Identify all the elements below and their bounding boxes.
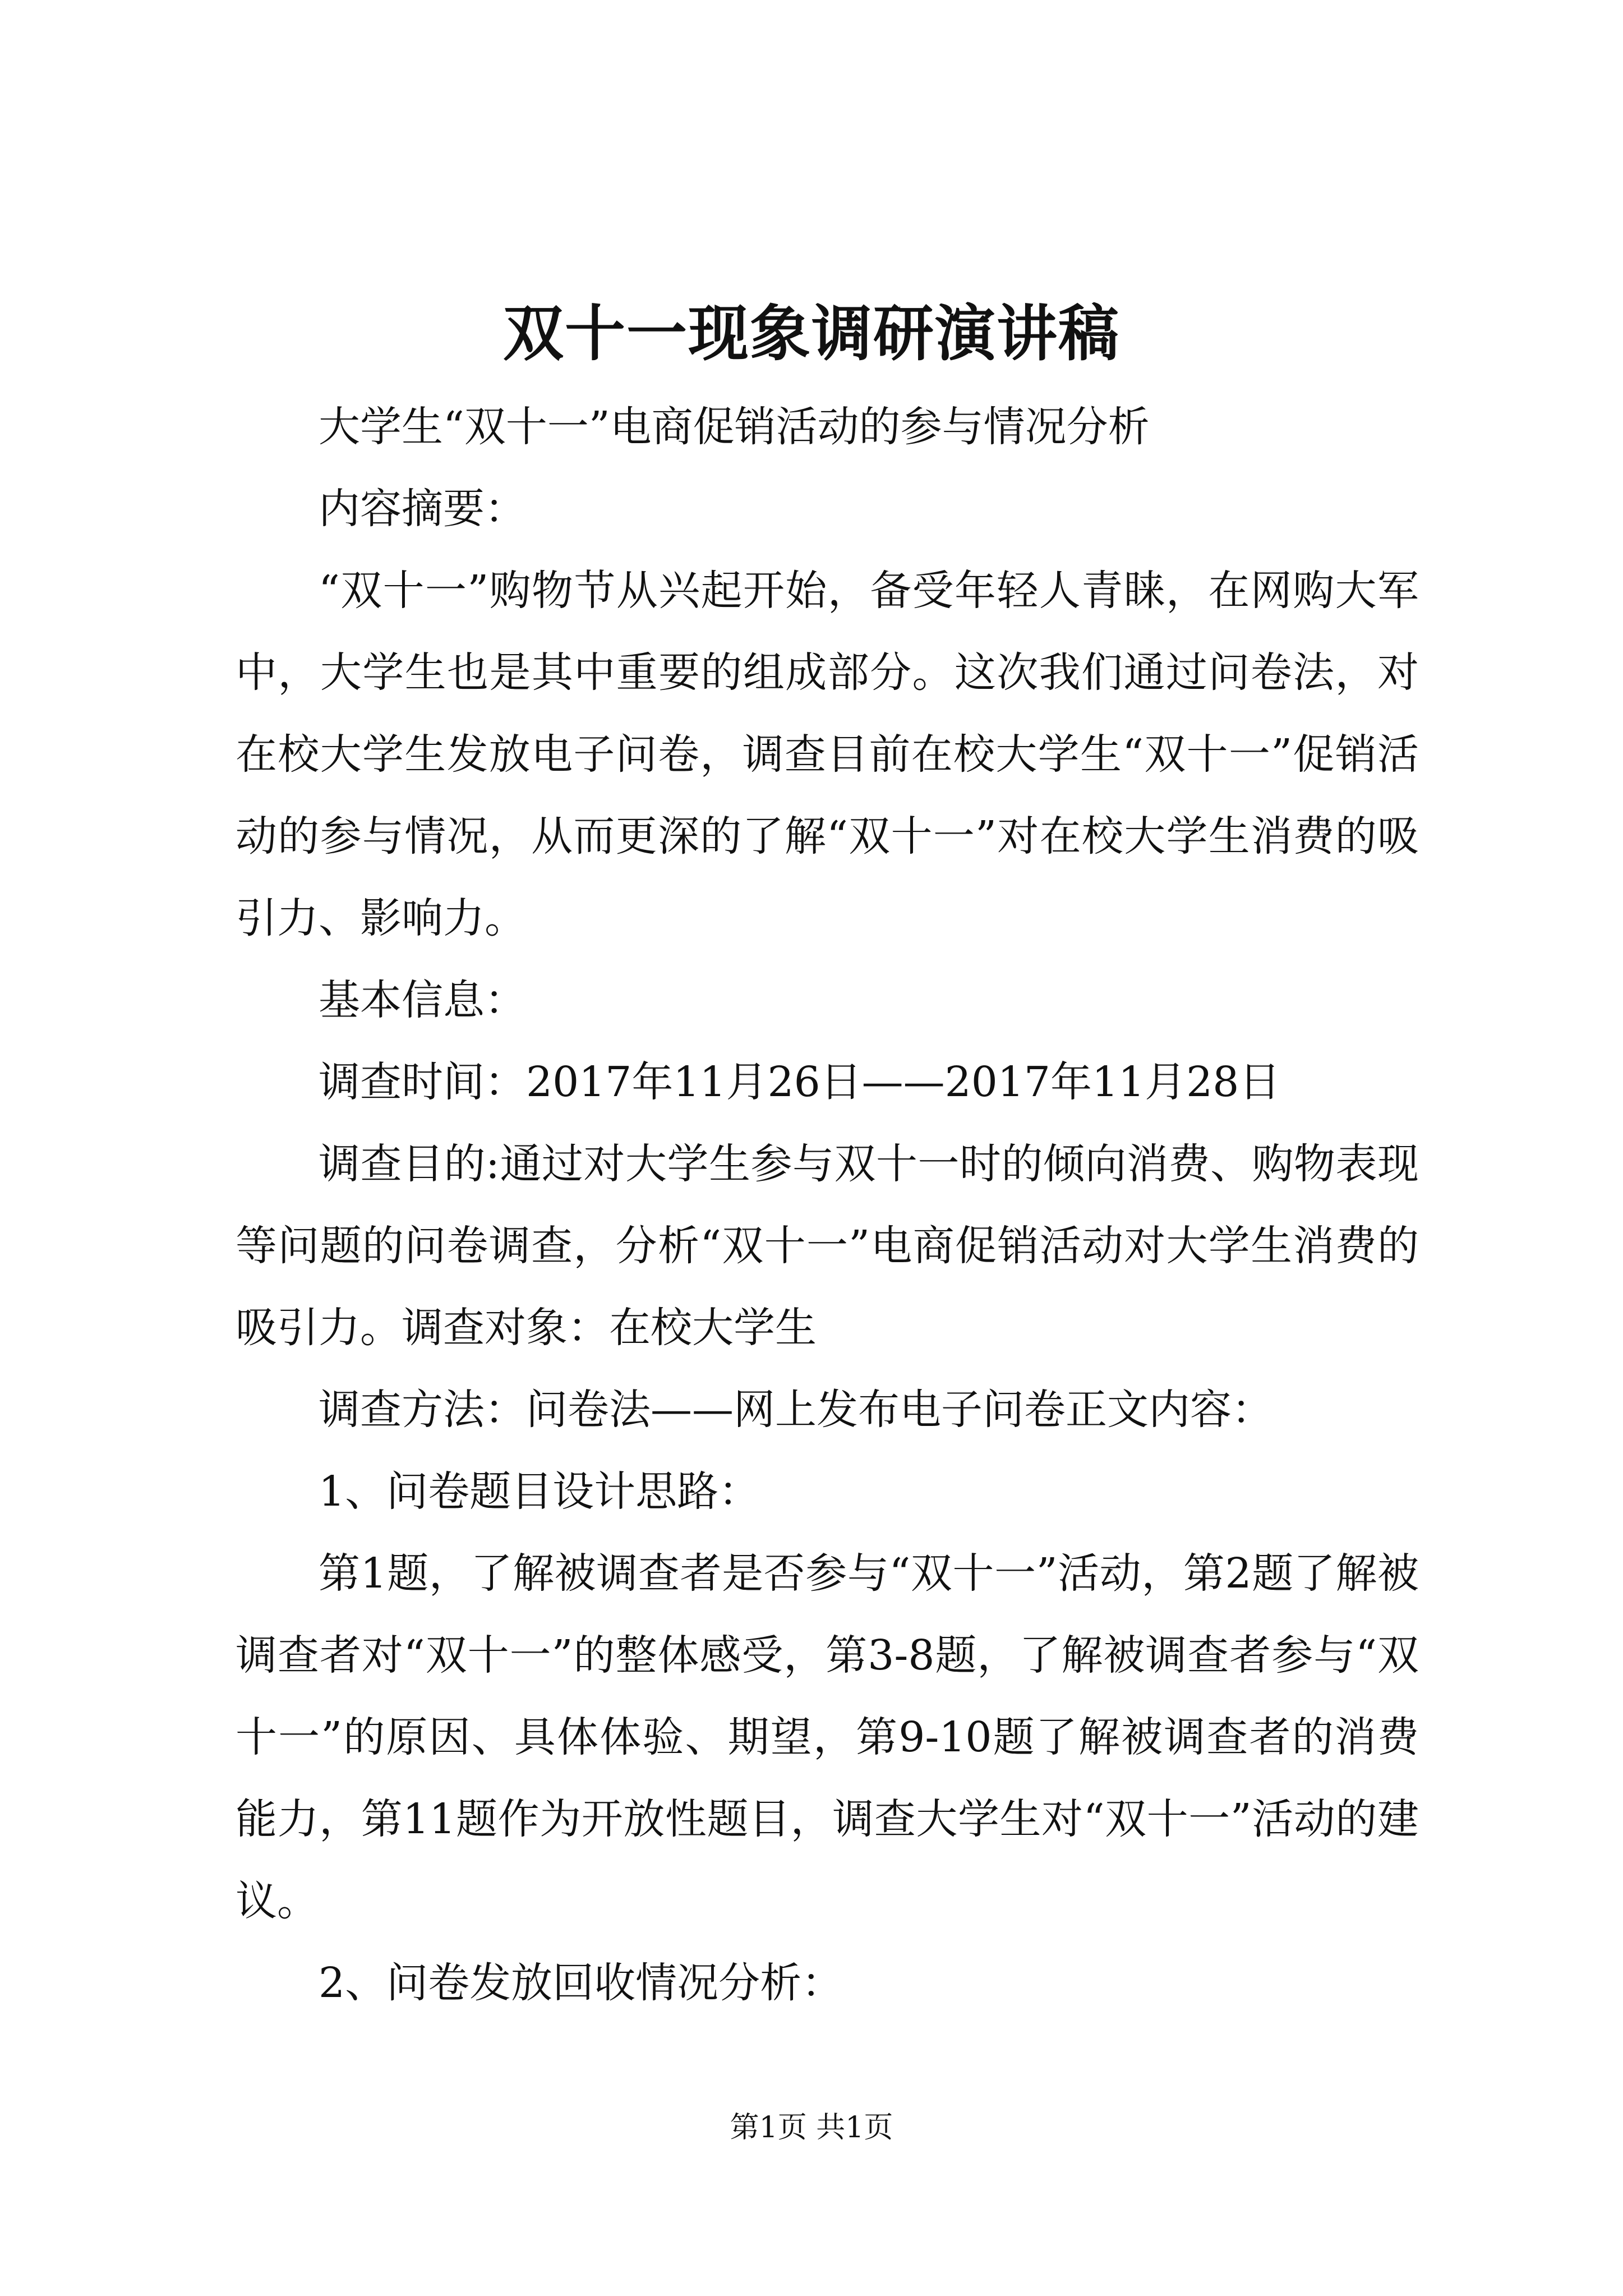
summary-heading: 内容摘要： [319, 485, 526, 533]
subtitle-paragraph: 大学生“双十一”电商促销活动的参与情况分析 [319, 403, 1150, 451]
basic-info-heading: 基本信息： [319, 976, 526, 1024]
survey-purpose-paragraph: 调查目的:通过对大学生参与双十一时的倾向消费、购物表现等问题的问卷调查，分析“双十一”电商促销活动对大学生消费的吸引力。调查对象：在校大学生 [236, 1140, 1419, 1352]
survey-time-paragraph: 调查时间：2017年11月26日——2017年11月28日 [319, 1058, 1281, 1106]
document-title: 双十一现象调研演讲稿 [502, 298, 1120, 369]
section-1-heading: 1、问卷题目设计思路： [319, 1467, 760, 1516]
section-2-heading: 2、问卷发放回收情况分析： [319, 1959, 843, 2007]
page-footer: 第1页 共1页 [730, 2111, 893, 2145]
survey-method-paragraph: 调查方法：问卷法——网上发布电子问卷正文内容： [319, 1386, 1273, 1434]
document-body [236, 386, 1419, 2024]
summary-paragraph: “双十一”购物节从兴起开始，备受年轻人青睐，在网购大军中，大学生也是其中重要的组成部分。这次我们通过问卷法，对在校大学生发放电子问卷，调查目前在校大学生“双十一”促销活动的参与情况，从而更深的了解“双十一”对在校大学生消费的吸引力、影响力。 [236, 567, 1419, 942]
design-paragraph: 第1题，了解被调查者是否参与“双十一”活动，第2题了解被调查者对“双十一”的整体感受，第3-8题，了解被调查者参与“双十一”的原因、具体体验、期望，第9-10题了解被调查者的消费能力，第11题作为开放性题目，调查大学生对“双十一”活动的建议。 [236, 1549, 1419, 1925]
